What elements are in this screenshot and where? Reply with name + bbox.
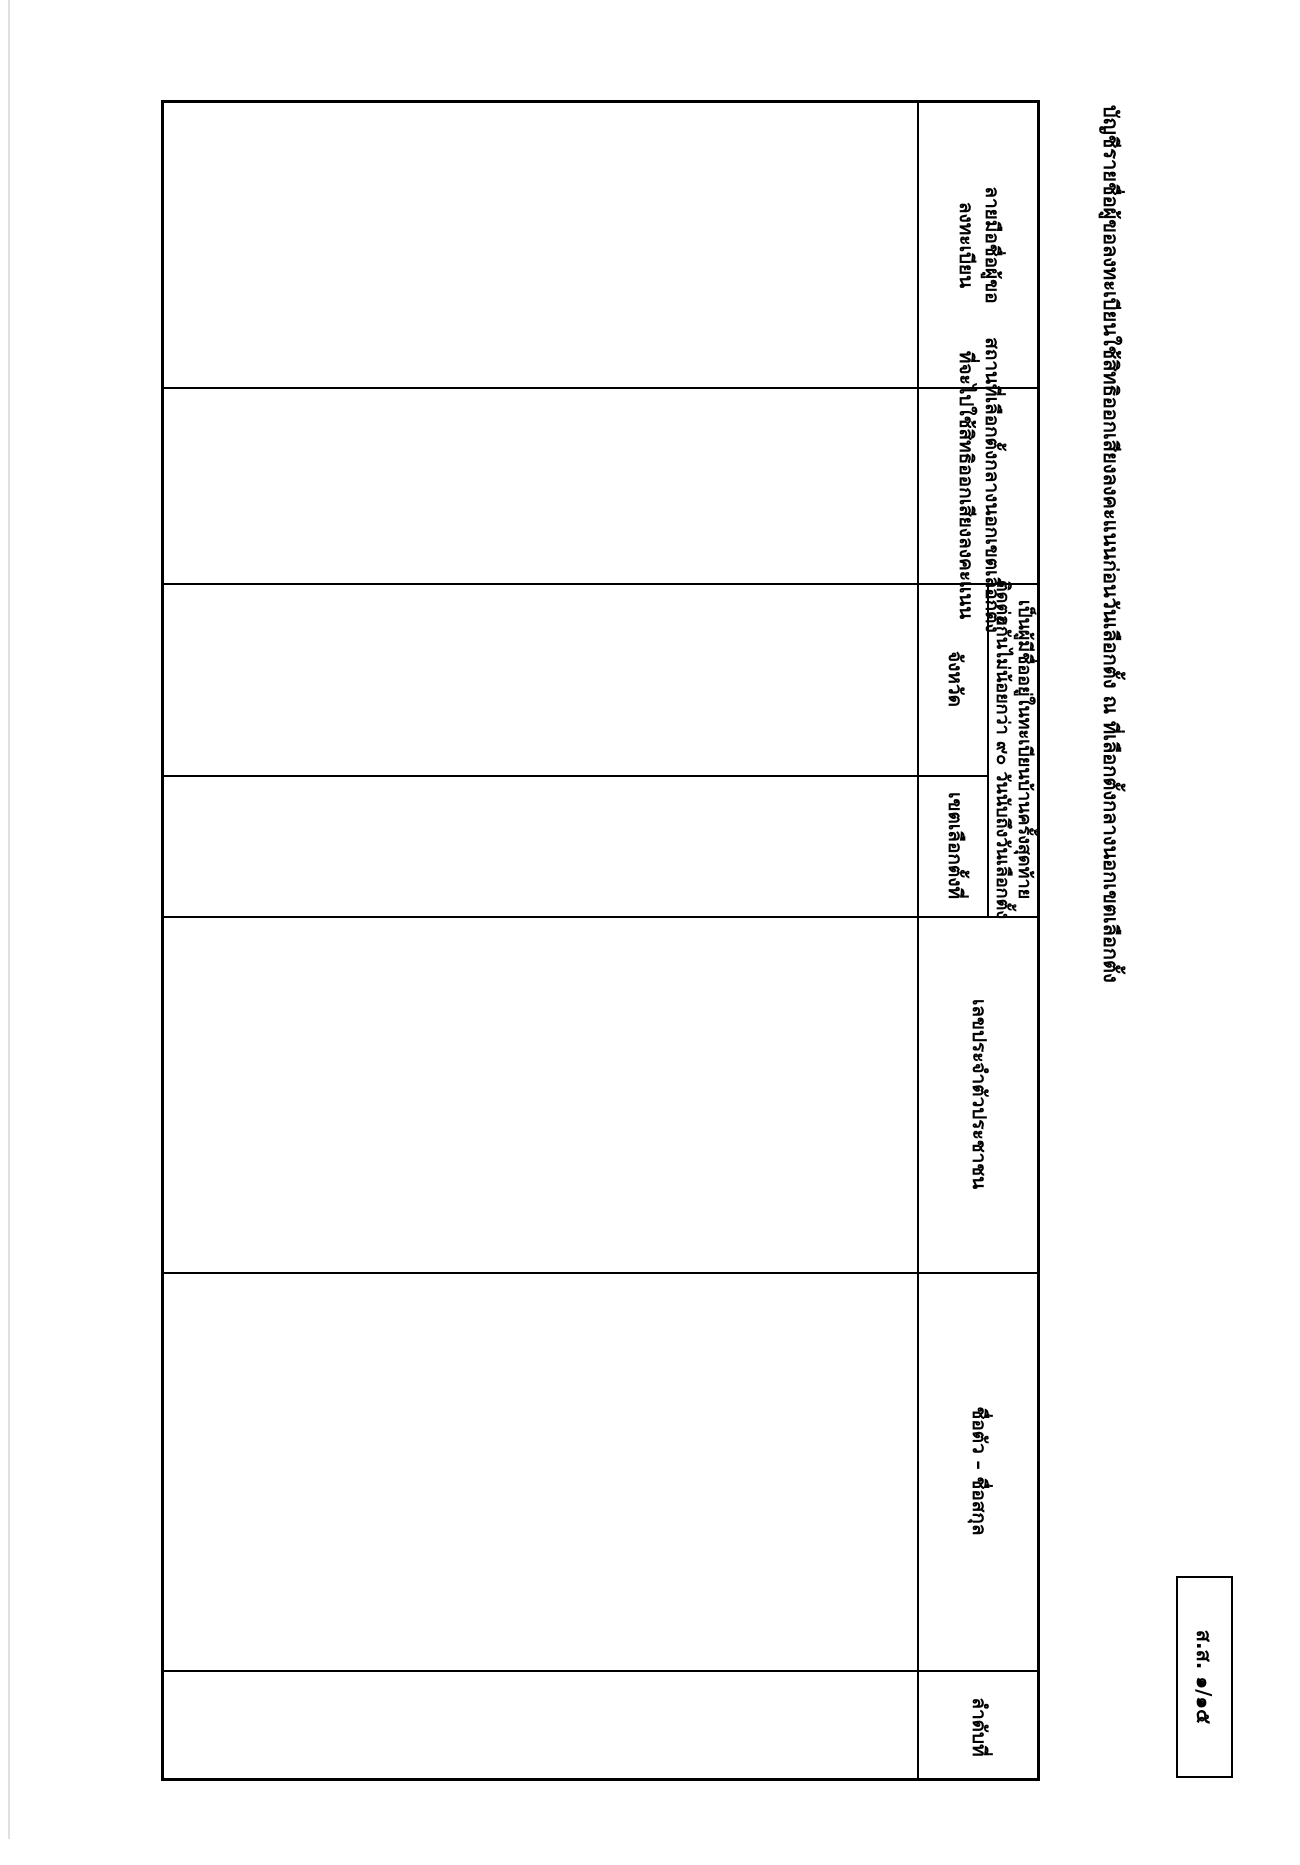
divider-seq <box>164 1670 1037 1672</box>
form-code: ส.ส. ๑/๑๕ <box>1192 1629 1217 1725</box>
header-id-number: เลขประจำตัวประชาชน <box>967 998 990 1190</box>
divider-id <box>164 916 1037 918</box>
form-title: บัญชีรายชื่อผู้ขอลงทะเบียนใช้สิทธิออกเสียงลงคะแนนก่อนวันเลือกตั้ง ณ ที่เลือกตั้งกลางนอกเขตเลือกตั้ง <box>1099 105 1123 983</box>
registration-table <box>161 100 1040 1781</box>
divider-polling-place <box>164 387 1037 389</box>
header-polling-place: สถานที่เลือกตั้งกลางนอกเขตเลือกตั้ง ที่จะไปใช้สิทธิออกเสียงลงคะแนน <box>955 337 1003 633</box>
header-signature: ลายมือชื่อผู้ขอ ลงทะเบียน <box>955 186 1003 304</box>
header-seq: ลำดับที่ <box>967 1697 990 1757</box>
divider-name <box>164 1272 1037 1274</box>
header-province: จังหวัด <box>943 651 966 707</box>
form-code-box <box>1176 1576 1233 1778</box>
page-edge-line <box>8 0 10 1839</box>
header-district: เขตเลือกตั้งที่ <box>943 791 966 899</box>
header-name: ชื่อตัว – ชื่อสกุล <box>967 1406 990 1536</box>
header-residence-group: เป็นผู้มีชื่ออยู่ในทะเบียนบ้านครั้งสุดท้าย ติดต่อกันไม่น้อยกว่า ๙๐ วันนับถึงวันเลือกตั้ง <box>992 579 1035 920</box>
divider-residence-group <box>164 583 1037 585</box>
divider-district-province <box>164 775 989 777</box>
